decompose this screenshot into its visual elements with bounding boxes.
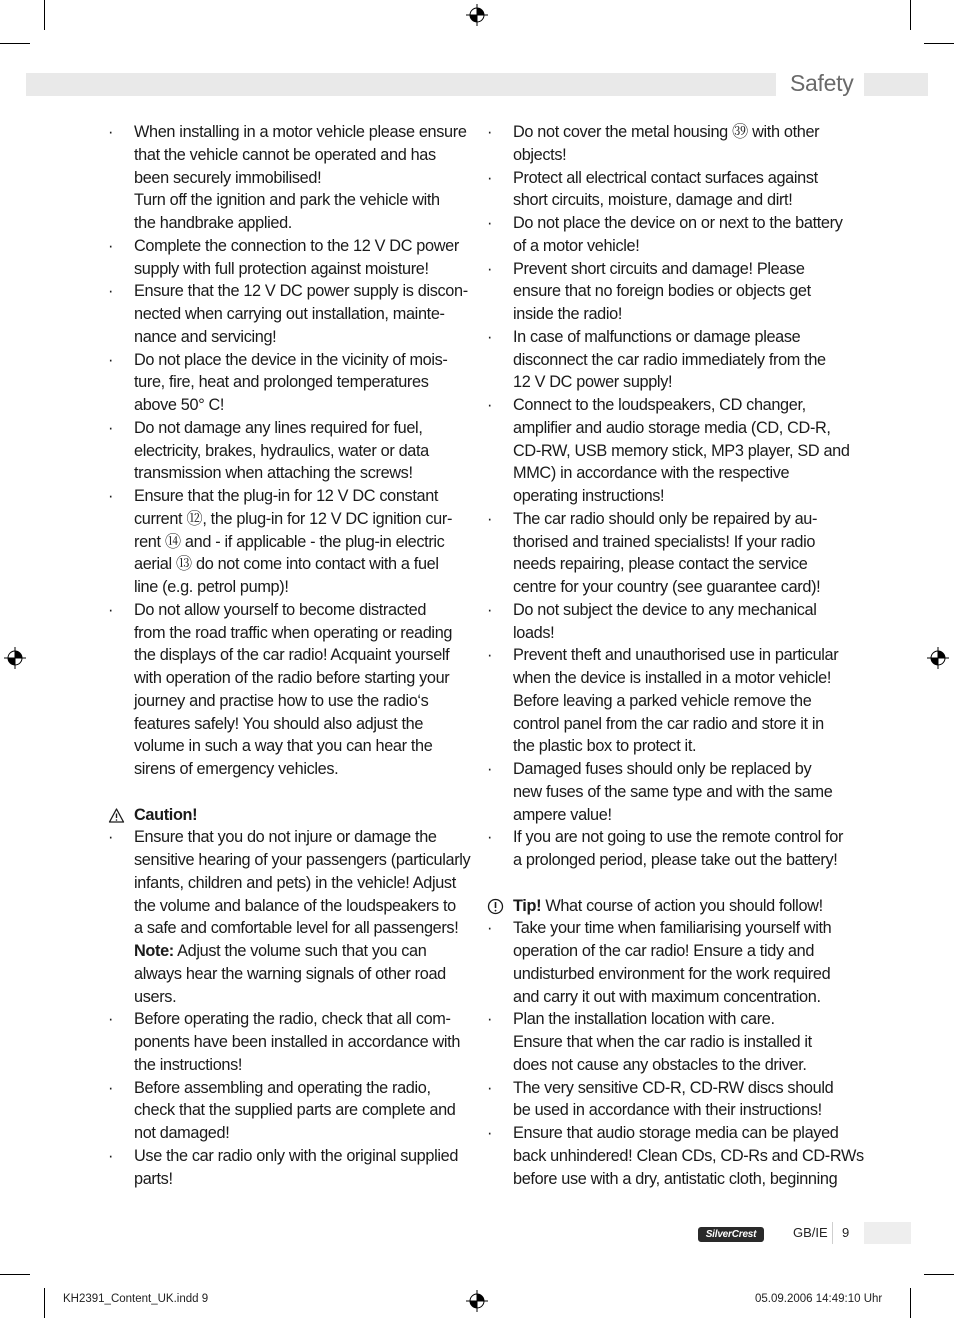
list-item-body	[134, 417, 464, 485]
list-bullet: ·	[487, 259, 493, 278]
footer-divider	[832, 1222, 833, 1244]
bullet-list	[108, 1008, 464, 1190]
bullet-list	[487, 917, 864, 1190]
list-bullet: ·	[487, 123, 493, 141]
list-line: The very sensitive CD-R, CD-RW discs should	[513, 1078, 834, 1097]
list-line: parts!	[134, 1169, 173, 1188]
list-item	[487, 599, 843, 645]
list-line: infants, children and pets) in the vehicle! Adjust	[134, 873, 456, 892]
list-item-body	[513, 121, 843, 167]
list-line: new fuses of the same type and with the same	[513, 782, 833, 801]
registration-mark-icon	[927, 647, 949, 669]
list-item	[487, 644, 843, 758]
list-item	[108, 599, 464, 781]
list-item	[108, 1077, 464, 1145]
list-bullet: ·	[487, 760, 493, 778]
crop-mark	[924, 1274, 954, 1275]
list-item	[108, 826, 471, 1008]
list-line: be used in accordance with their instructions!	[513, 1101, 822, 1120]
list-line: If you are not going to use the remote control for	[513, 828, 844, 847]
list-line: Take your time when familiarising yourself with	[513, 919, 832, 938]
list-line: Ensure that you do not injure or damage the	[134, 828, 437, 847]
list-line: Ensure that when the car radio is installed it	[513, 1033, 812, 1051]
list-item-body	[513, 917, 843, 1008]
list-line: back unhindered! Clean CDs, CD-Rs and CD-RWs	[513, 1146, 864, 1165]
list-line: supply with full protection against moisture!	[134, 259, 429, 278]
footer-bar	[864, 1222, 911, 1244]
exclamation-circle-icon	[487, 898, 504, 915]
list-line: electricity, brakes, hydraulics, water or data	[134, 441, 429, 460]
region-label: GB/IE	[793, 1225, 828, 1240]
list-item-body	[513, 258, 843, 326]
crop-mark	[0, 43, 30, 44]
list-item	[487, 167, 843, 213]
list-line: aerial ⑬ do not come into contact with a fuel	[134, 555, 439, 574]
list-bullet: ·	[108, 487, 114, 505]
list-line: Do not place the device on or next to the battery	[513, 214, 843, 232]
list-line: not damaged!	[134, 1124, 230, 1142]
list-line: disconnect the car radio immediately from the	[513, 350, 826, 369]
bullet-list	[487, 121, 850, 872]
list-line: users.	[134, 987, 177, 1006]
list-line: Do not allow yourself to become distracted	[134, 600, 427, 619]
list-item	[108, 235, 464, 281]
list-line: when the device is installed in a motor vehicle!	[513, 669, 832, 687]
list-line: inside the radio!	[513, 305, 622, 323]
list-line: 12 V DC power supply!	[513, 373, 673, 392]
left-column	[108, 121, 471, 1190]
tip-heading	[487, 895, 843, 918]
list-line: with operation of the radio before starting your	[134, 669, 450, 687]
list-line: above 50° C!	[134, 396, 225, 414]
list-line: Connect to the loudspeakers, CD changer,	[513, 396, 806, 414]
list-item-body	[134, 826, 471, 1008]
list-bullet: ·	[108, 282, 114, 301]
list-item-body	[134, 235, 464, 281]
bullet-list	[108, 121, 468, 781]
list-line: sirens of emergency vehicles.	[134, 760, 339, 778]
crop-mark	[44, 1288, 45, 1318]
print-slug-date: 05.09.2006 14:49:10 Uhr	[755, 1293, 883, 1305]
list-item	[108, 280, 468, 348]
list-item-body	[513, 326, 843, 394]
page-number: 9	[842, 1225, 850, 1240]
registration-mark-icon	[4, 647, 26, 669]
list-item-body	[513, 1122, 864, 1190]
list-bullet: ·	[487, 214, 493, 232]
list-line: and carry it out with maximum concentration.	[513, 987, 821, 1006]
list-item	[108, 417, 464, 485]
list-item-body	[513, 167, 843, 213]
list-bullet: ·	[108, 1146, 114, 1165]
list-line: before use with a dry, antistatic cloth, beginning	[513, 1169, 838, 1188]
list-line: Prevent short circuits and damage! Please	[513, 259, 805, 278]
crop-mark	[910, 0, 911, 30]
list-line: CD-RW, USB memory stick, MP3 player, SD and	[513, 441, 850, 460]
list-line: from the road traffic when operating or reading	[134, 623, 453, 642]
list-line: short circuits, moisture, damage and dirt!	[513, 191, 793, 210]
list-bullet: ·	[108, 418, 114, 437]
list-line: centre for your country (see guarantee card)!	[513, 578, 821, 596]
list-line: Before leaving a parked vehicle remove the	[513, 691, 812, 710]
list-line: The car radio should only be repaired by au-	[513, 509, 818, 528]
list-line: In case of malfunctions or damage please	[513, 327, 801, 346]
list-line: ture, fire, heat and prolonged temperatures	[134, 373, 429, 392]
warning-triangle-icon	[108, 807, 125, 824]
list-item	[487, 508, 843, 599]
list-line: ensure that no foreign bodies or objects get	[513, 282, 811, 301]
spacer	[108, 781, 464, 804]
list-line: the handbrake applied.	[134, 214, 292, 232]
list-line: Prevent theft and unauthorised use in particular	[513, 646, 839, 665]
list-item	[487, 326, 843, 394]
list-item-body	[134, 485, 464, 599]
list-item-body	[134, 1008, 464, 1076]
list-line: a prolonged period, please take out the battery!	[513, 851, 838, 869]
list-bullet: ·	[108, 350, 114, 369]
list-bullet: ·	[108, 828, 114, 847]
list-item-body	[134, 280, 468, 348]
note-label: Note:	[134, 942, 174, 960]
list-line: current ⑫, the plug-in for 12 V DC ignition cur-	[134, 509, 453, 528]
list-item	[487, 212, 843, 258]
list-bullet: ·	[487, 1078, 493, 1097]
list-item-body	[513, 599, 843, 645]
list-item-body	[134, 1145, 464, 1191]
list-line: that the vehicle cannot be operated and has	[134, 145, 436, 164]
list-item	[487, 917, 843, 1008]
list-line: MMC) in accordance with the respective	[513, 464, 790, 483]
section-title: Safety	[790, 70, 854, 96]
list-line: of a motor vehicle!	[513, 236, 640, 255]
list-line: Do not place the device in the vicinity of mois-	[134, 350, 448, 369]
registration-mark-icon	[466, 4, 488, 26]
list-item	[108, 1008, 464, 1076]
list-line: Before operating the radio, check that all com-	[134, 1010, 451, 1029]
crop-mark	[44, 0, 45, 30]
list-item-body	[134, 1077, 464, 1145]
list-bullet: ·	[487, 600, 493, 619]
list-line: the plastic box to protect it.	[513, 737, 697, 756]
list-line: nance and servicing!	[134, 327, 277, 346]
list-item	[487, 258, 843, 326]
list-line: undisturbed environment for the work required	[513, 964, 831, 983]
list-line: objects!	[513, 145, 567, 164]
list-line: Complete the connection to the 12 V DC power	[134, 236, 459, 255]
registration-mark-icon	[466, 1290, 488, 1312]
list-line: Ensure that the 12 V DC power supply is discon-	[134, 282, 468, 301]
list-line: always hear the warning signals of other road	[134, 964, 446, 983]
caution-label: Caution!	[134, 805, 198, 824]
list-line: Use the car radio only with the original supplied	[134, 1146, 459, 1165]
list-line: loads!	[513, 623, 555, 642]
list-line: Do not subject the device to any mechanical	[513, 600, 817, 619]
list-item	[487, 1008, 843, 1076]
list-bullet: ·	[487, 168, 493, 187]
list-item	[108, 121, 467, 235]
list-line: thorised and trained specialists! If your radio	[513, 532, 816, 551]
list-bullet: ·	[108, 123, 114, 141]
list-line: journey and practise how to use the radio‘s	[134, 691, 429, 710]
list-line: Turn off the ignition and park the vehicle with	[134, 191, 440, 210]
note-line	[134, 940, 464, 963]
list-item-body	[513, 758, 843, 826]
list-bullet: ·	[487, 828, 493, 847]
list-line: Protect all electrical contact surfaces against	[513, 168, 818, 187]
list-item-body	[513, 508, 843, 599]
list-item-body	[134, 599, 464, 781]
list-item-body	[513, 644, 843, 758]
list-line: transmission when attaching the screws!	[134, 464, 413, 483]
list-line: check that the supplied parts are complete and	[134, 1101, 456, 1120]
list-line: does not cause any obstacles to the driver.	[513, 1055, 807, 1074]
crop-mark	[924, 43, 954, 44]
list-line: amplifier and audio storage media (CD, CD-R,	[513, 418, 831, 437]
list-line: Do not damage any lines required for fuel,	[134, 418, 423, 437]
list-line: operation of the car radio! Ensure a tidy and	[513, 942, 815, 960]
spacer	[487, 872, 843, 895]
list-bullet: ·	[108, 600, 114, 619]
list-line: volume in such a way that you can hear the	[134, 737, 433, 756]
list-line: ampere value!	[513, 805, 612, 824]
tip-label: Tip!	[513, 896, 542, 915]
list-bullet: ·	[487, 1010, 493, 1029]
list-item-body	[513, 394, 850, 508]
list-bullet: ·	[487, 396, 493, 414]
list-line: Damaged fuses should only be replaced by	[513, 760, 812, 778]
list-bullet: ·	[487, 646, 493, 665]
crop-mark	[0, 1274, 30, 1275]
note-text: Adjust the volume such that you can	[173, 942, 427, 960]
list-item	[487, 826, 843, 872]
list-item	[487, 1122, 864, 1190]
list-bullet: ·	[487, 327, 493, 346]
list-item	[487, 121, 843, 167]
list-item	[487, 394, 850, 508]
crop-mark	[910, 1288, 911, 1318]
list-line: rent ⑭ and - if applicable - the plug-in electric	[134, 532, 445, 551]
list-line: a safe and comfortable level for all passengers!	[134, 919, 459, 938]
list-bullet: ·	[487, 509, 493, 528]
print-slug-file: KH2391_Content_UK.indd 9	[63, 1293, 209, 1305]
list-item	[108, 349, 464, 417]
header-bar	[26, 73, 776, 96]
list-line: needs repairing, please contact the service	[513, 555, 808, 574]
tip-text: What course of action you should follow!	[541, 896, 823, 915]
right-column	[487, 121, 864, 1190]
list-line: Plan the installation location with care.	[513, 1010, 775, 1029]
list-line: operating instructions!	[513, 487, 665, 505]
list-bullet: ·	[487, 1124, 493, 1142]
list-item-body	[134, 349, 464, 417]
list-line: been securely immobilised!	[134, 168, 322, 187]
list-line: nected when carrying out installation, mainte-	[134, 305, 445, 323]
header-bar-right	[864, 73, 928, 96]
list-line: When installing in a motor vehicle please ensure	[134, 123, 467, 141]
list-line: features safely! You should also adjust the	[134, 714, 424, 733]
list-item-body	[513, 1077, 843, 1123]
list-line: line (e.g. petrol pump)!	[134, 578, 289, 596]
list-item	[487, 1077, 843, 1123]
list-line: the volume and balance of the loudspeakers to	[134, 896, 456, 915]
list-item	[108, 1145, 464, 1191]
list-item	[108, 485, 464, 599]
list-line: the displays of the car radio! Acquaint yourself	[134, 646, 450, 665]
list-line: Ensure that the plug-in for 12 V DC constant	[134, 487, 439, 505]
list-item-body	[513, 826, 843, 872]
list-line: the instructions!	[134, 1055, 243, 1074]
list-item-body	[513, 1008, 843, 1076]
list-line: control panel from the car radio and store it in	[513, 714, 824, 733]
caution-heading	[108, 804, 464, 827]
list-line: ponents have been installed in accordance with	[134, 1033, 461, 1051]
list-line: Before assembling and operating the radio,	[134, 1078, 431, 1097]
list-bullet: ·	[487, 919, 493, 938]
list-bullet: ·	[108, 236, 114, 255]
list-line: sensitive hearing of your passengers (particularly	[134, 851, 471, 869]
list-item-body	[513, 212, 843, 258]
list-item	[487, 758, 843, 826]
brand-logo: SilverCrest	[698, 1227, 764, 1242]
list-item-body	[134, 121, 467, 235]
list-line: Ensure that audio storage media can be played	[513, 1124, 839, 1142]
list-bullet: ·	[108, 1010, 114, 1029]
list-bullet: ·	[108, 1078, 114, 1097]
list-line: Do not cover the metal housing ㊴ with other	[513, 123, 820, 141]
